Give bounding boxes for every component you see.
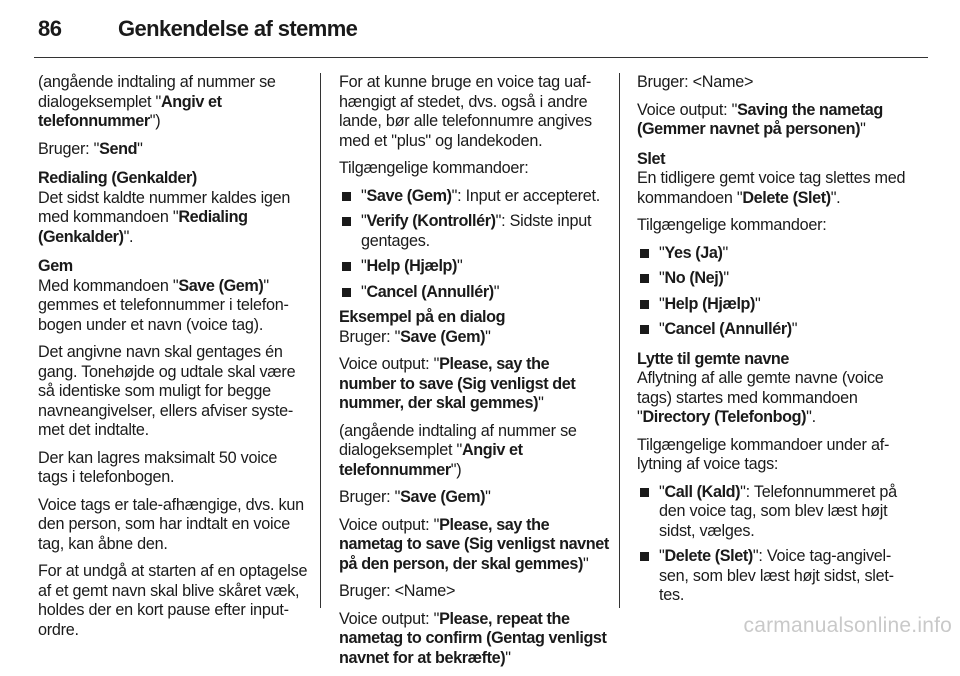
list-item: "Help (Hjælp)": [339, 257, 609, 277]
paragraph: Voice output: "Please, say the number to save (Sig venligst det nummer, der skal gemmes)": [339, 355, 576, 412]
paragraph: Det angivne navn skal gentages én gang. Tonehøjde og udtale skal være så identiske som muligt for begge navneangivelser, ellers afviser systemet det indtalte.: [38, 343, 296, 439]
section-redialing: Redialing (Genkalder) Det sidst kaldte nummer kaldes igen med kommandoen "Redialing (Genkalder)".: [38, 169, 310, 247]
section-heading: Slet: [637, 149, 666, 168]
command-list: [637, 244, 909, 340]
list-item: "Delete (Slet)": Voice tag-angivelsen, som blev læst højt sidst, slettes.: [637, 547, 909, 606]
command-list: [339, 187, 609, 303]
bullet-icon: [342, 288, 351, 297]
list-item: "Yes (Ja)": [637, 244, 909, 264]
bullet-icon: [640, 325, 649, 334]
column-divider-2: [619, 73, 620, 608]
paragraph: Bruger: <Name>: [339, 582, 456, 600]
paragraph: (angående indtaling af nummer se dialogeksemplet "Angiv et telefonnummer"): [339, 421, 577, 479]
paragraph: Bruger: "Save (Gem)": [339, 488, 491, 506]
section-gem: Gem Med kommandoen "Save (Gem)" gemmes et telefonnummer i telefonbogen under et navn (voice tag).: [38, 257, 310, 335]
column-1: [38, 73, 310, 648]
paragraph: Voice tags er tale-afhængige, dvs. kun den person, som har indtalt en voice tag, kan åbne den.: [38, 495, 304, 553]
section-slet: Slet En tidligere gemt voice tag slettes med kommandoen "Delete (Slet)".: [637, 150, 909, 209]
section-listen: Lytte til gemte navne Aflytning af alle gemte navne (voice tags) startes med kommandoen "Directory (Telefonbog)".: [637, 350, 909, 428]
column-3: [637, 73, 909, 612]
bullet-icon: [342, 217, 351, 226]
list-item: "No (Nej)": [637, 269, 909, 289]
paragraph: Voice output: "Please, repeat the nametag to confirm (Gentag venligst navnet for at bekræfte)": [339, 609, 607, 667]
list-item: "Cancel (Annullér)": [339, 283, 609, 303]
column-2: [339, 73, 609, 676]
section-heading: Lytte til gemte navne: [637, 349, 790, 368]
header-divider: [34, 57, 928, 58]
list-item: "Call (Kald)": Telefonnummeret på den voice tag, som blev læst højt sidst, vælges.: [637, 483, 909, 542]
bullet-icon: [640, 249, 649, 258]
commands-label: Tilgængelige kommandoer:: [339, 159, 529, 177]
commands-label: Tilgængelige kommandoer under aflytning af voice tags:: [637, 435, 890, 473]
section-example: Eksempel på en dialog Bruger: "Save (Gem)": [339, 308, 609, 347]
paragraph: Voice output: "Saving the nametag (Gemmer navnet på personen)": [637, 100, 883, 138]
bullet-icon: [640, 488, 649, 497]
section-heading: Eksempel på en dialog: [339, 308, 506, 326]
column-divider-1: [320, 73, 321, 608]
paragraph: Der kan lagres maksimalt 50 voice tags i telefonbogen.: [38, 448, 278, 486]
paragraph: Voice output: "Please, say the nametag to save (Sig venligst navnet på den person, der skal gemmes)": [339, 515, 609, 573]
bullet-icon: [640, 300, 649, 309]
paragraph: For at kunne bruge en voice tag uafhængigt af stedet, dvs. også i andre lande, bør alle telefonnumre angives med et "plus" og landekoden.: [339, 73, 592, 150]
command-list: [637, 483, 909, 606]
bullet-icon: [342, 192, 351, 201]
commands-label: Tilgængelige kommandoer:: [637, 216, 827, 234]
list-item: "Save (Gem)": Input er accepteret.: [339, 187, 609, 207]
list-item: "Cancel (Annullér)": [637, 320, 909, 340]
paragraph: Bruger: "Send": [38, 139, 143, 158]
list-item: "Verify (Kontrollér)": Sidste input gentages.: [339, 212, 609, 251]
page-title: Genkendelse af stemme: [118, 16, 358, 41]
page-header: [38, 16, 928, 50]
section-heading: Redialing (Genkalder): [38, 169, 197, 187]
paragraph: Bruger: <Name>: [637, 73, 754, 91]
bullet-icon: [640, 274, 649, 283]
section-heading: Gem: [38, 257, 73, 275]
bullet-icon: [342, 262, 351, 271]
paragraph: (angående indtaling af nummer se dialogeksemplet "Angiv et telefonnummer"): [38, 73, 276, 130]
watermark: carmanualsonline.info: [743, 614, 952, 637]
page-number: 86: [38, 16, 62, 41]
list-item: "Help (Hjælp)": [637, 295, 909, 315]
paragraph: For at undgå at starten af en optagelse af et gemt navn skal blive skåret væk, holdes der en kort pause efter input-ordre.: [38, 562, 308, 639]
bullet-icon: [640, 552, 649, 561]
